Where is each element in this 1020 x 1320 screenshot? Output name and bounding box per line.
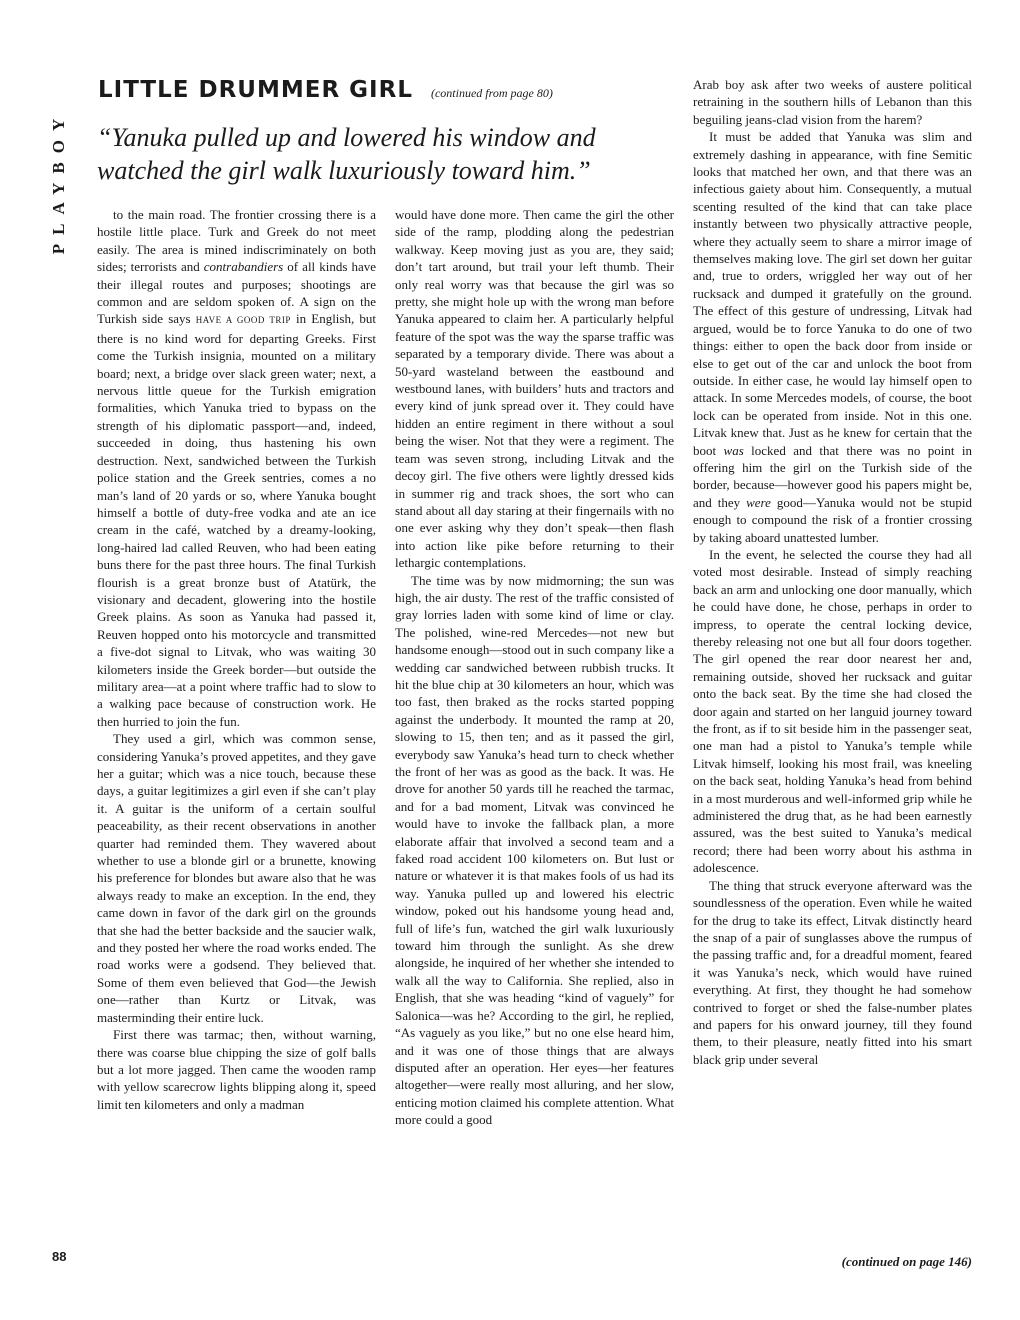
paragraph-text: They used a girl, which was common sense, considering Yanuka’s proved appetites, and they gave her a guitar; which was a nice touch, because these days, a guitar legitimizes a girl even if she can’t play it. A guitar is the uniform of a certain soulful peaceability, as their recent observations in another quarter had reminded them. They wavered about whether to use a blonde girl or a brunette, knowing his preference for blondes but aware also that he was always ready to make an exception. In the end, they came down in favor of the dark girl on the grounds that she had the better backside and the saucier walk, and they posted her where the road works ended. The road works were a godsend. They believed that. Some of them even believed that God—the Jewish one—rather than Kurtz or Litvak, was masterminding their entire luck. [97, 731, 376, 1025]
paragraph-text: The time was by now midmorning; the sun was high, the air dusty. The rest of the traffic consisted of gray lorries laden with some kind of lime or clay. The polished, wine-red Mercedes—not new but handsome enough—stood out in such company like a wedding car sandwiched between rubbish trucks. It hit the blue chip at 30 kilometers an hour, which was too fast, then braked as the rocks started popping against the underbody. It mounted the ramp at 20, slowing to 15, then ten; and as it passed the girl, everybody saw Yanuka’s head turn to check whether the front of her was as good as the back. It was. He drove for another 50 yards till he reached the tarmac, and for a bad moment, Litvak was convinced he would have to invoke the fallback plan, a more elaborate affair that involved a second team and a faked road accident 100 kilometers on. But lust or nature or whatever it is that makes fools of us had its way. Yanuka pulled up and lowered his electric window, poked out his handsome young head and, full of life’s fun, watched the girl walk luxuriously toward him through the sunlight. As she drew alongside, he inquired of her whether she intended to walk all the way to California. She replied, also in English, that she was heading “kind of vaguely” for Salonica—was he? According to the girl, he replied, “As vaguely as you like,” but no one else heard him, and it was one of those things that are always disputed after an operation. Her eyes—her features altogether—were really most alluring, and her slow, enticing motion claimed his complete attention. What more could a good [395, 572, 674, 1128]
body-paragraph [97, 730, 376, 1026]
body-paragraph [395, 206, 674, 572]
text-column-1 [97, 206, 376, 1113]
paragraph-text: good—Yanuka would not be stupid enough to compound the risk of a frontier crossing by taking aboard unattested lumber. [693, 494, 973, 545]
body-paragraph [693, 76, 972, 128]
continued-on-note: (continued on page 146) [841, 1254, 972, 1269]
paragraph-text: It must be added that Yanuka was slim and extremely dashing in appearance, with fine Semitic looks that matched her own, and that there was an infectious gaiety about him. Consequently, a mutual scenting resulted of the kind that can take place instantly between two physically attractive people, where they actually seem to share a mirror image of themselves making love. The girl set down her guitar and, true to orders, wriggled her way out of her rucksack and dumped it gratefully on the ground. The effect of this gesture of undressing, Litvak had argued, would be to force Yanuka to do one of two things: either to open the back door from inside or else to get out of the car and unlock the boot from outside. In either case, he would lay himself open to attack. In some Mercedes models, of course, the boot lock can be operated from inside. Not in this one. Litvak knew that. Just as he knew for certain that the boot [693, 129, 972, 458]
article-header [98, 77, 678, 103]
paragraph-text: The thing that struck everyone afterward was the soundlessness of the operation. Even while he waited for the drug to take its effect, Litvak distinctly heard the snap of a pair of sunglasses above the rumpus of the passing traffic and, for a dreadful moment, feared it was Yanuka’s neck, which would have ruined everything. At first, they thought he had somehow contrived to forget or shed the false-number plates and papers for his onward journey, till they found them, to their pleasure, neatly fitted into his smart black grip under several [693, 877, 972, 1067]
paragraph-text: In the event, he selected the course they had all voted most desirable. Instead of simply reaching back an arm and unlocking one door manually, which he could have done, he chose, perhaps in order to impress, to operate the central locking device, thereby releasing not one but all four doors together. The girl opened the rear door nearest her and, remaining outside, shoved her rucksack and guitar onto the back seat. By the time she had closed the door again and started on her languid journey toward the front, as if to sit beside him in the passenger seat, one man had a pistol to Yanuka’s temple while Litvak himself, looking his most frail, was kneeling on the back seat, holding Yanuka’s head from behind in a most murderous and well-informed grip while he administered the drug that, as he had been earnestly assured, was the best suited to Yanuka’s medical record; there had been worry about his asthma in adolescence. [693, 546, 972, 876]
body-paragraph [693, 128, 972, 546]
sign-text: HAVE A GOOD TRIP [195, 315, 291, 326]
continued-from-note: (continued from page 80) [430, 86, 553, 100]
body-paragraph [97, 1026, 376, 1113]
text-column-2 [395, 206, 674, 1129]
body-paragraph [693, 877, 972, 1068]
paragraph-text: would have done more. Then came the girl the other side of the ramp, plodding along the pedestrian walkway. Keep moving just as you are, they said; don’t tart around, but trail your left thumb. Their only real worry was that because the girl was so pretty, she might hole up with the wrong man before Yanuka appeared to claim her. A particularly helpful feature of the spot was the way the sparse traffic was separated by a temporary divide. There was about a 50-yard wasteland between the eastbound and westbound lanes, with builders’ huts and tractors and every kind of junk spread over it. They could have hidden an entire regiment in there without a soul being the wiser. Not that they were a regiment. The team was seven strong, including Litvak and the decoy girl. The five others were lightly dressed kids in summer rig and track shoes, the sort who can stand about all day staring at their fingernails with no one ever asking why they don’t speak—then flash into action like pike before returning to their lethargic contemplations. [395, 207, 674, 571]
italic-text: were [746, 494, 771, 510]
paragraph-text: to the main road. The frontier crossing there is a hostile little place. Turk and Greek do not meet easily. The area is mined indiscriminately on both sides; terrorists and [97, 207, 376, 275]
italic-text: was [723, 442, 744, 458]
text-column-3 [693, 76, 972, 1068]
paragraph-text: Arab boy ask after two weeks of austere political retraining in the southern hills of Lebanon than this beguiling jeans-clad vision from the harem? [693, 77, 972, 127]
article-title: LITTLE DRUMMER GIRL [98, 77, 413, 103]
page-number: 88 [52, 1249, 67, 1264]
paragraph-text: in English, but there is no kind word for departing Greeks. First come the Turkish insignia, mounted on a military board; next, a bridge over slack green water; next, a nervous little queue for the Turkish emigration formalities, which Yanuka tried to bypass on the strength of his diplomatic passport—and, indeed, succeeded in doing, thus hastening his own destruction. Next, sandwiched between the Turkish police station and the Greek sentries, comes a no man’s land of 20 yards or so, where Yanuka bought himself a bottle of duty-free vodka and ate an ice cream in the café, watched by a dreamy-looking, long-haired lad called Reuven, who had been eating buns there for the past three hours. The final Turkish flourish is a great bronze bust of Atatürk, the visionary and decadent, glowering into the hostile Greek plains. As soon as Yanuka had passed it, Reuven hopped onto his motorcycle and transmitted a five-dot signal to Litvak, who was waiting 30 kilometers inside the Greek border—but outside the military area—at a point where traffic had to slow to a walking pace because of construction work. He then hurried to join the fun. [97, 311, 376, 729]
body-paragraph [693, 546, 972, 877]
italic-text: contrabandiers [203, 259, 284, 275]
pull-quote: “Yanuka pulled up and lowered his window and watched the girl walk luxuriously toward him.” [97, 123, 596, 185]
paragraph-text: First there was tarmac; then, without warning, there was coarse blue chipping the size of golf balls but a lot more jagged. Then came the wooden ramp with yellow scarecrow lights blipping along it, speed limit ten kilometers and only a madman [97, 1027, 376, 1112]
body-paragraph [395, 572, 674, 1129]
magazine-name: PLAYBOY [49, 109, 68, 255]
body-paragraph [97, 206, 376, 730]
paragraph-text: of all kinds have their illegal routes and purposes; shootings are common and are seldom spoken of. A sign on the Turkish side says [97, 259, 377, 327]
magazine-spine-label [44, 66, 74, 298]
paragraph-text: locked and that there was no point in offering him the girl on the Turkish side of the border, because—however good his papers might be, and they [693, 442, 972, 510]
